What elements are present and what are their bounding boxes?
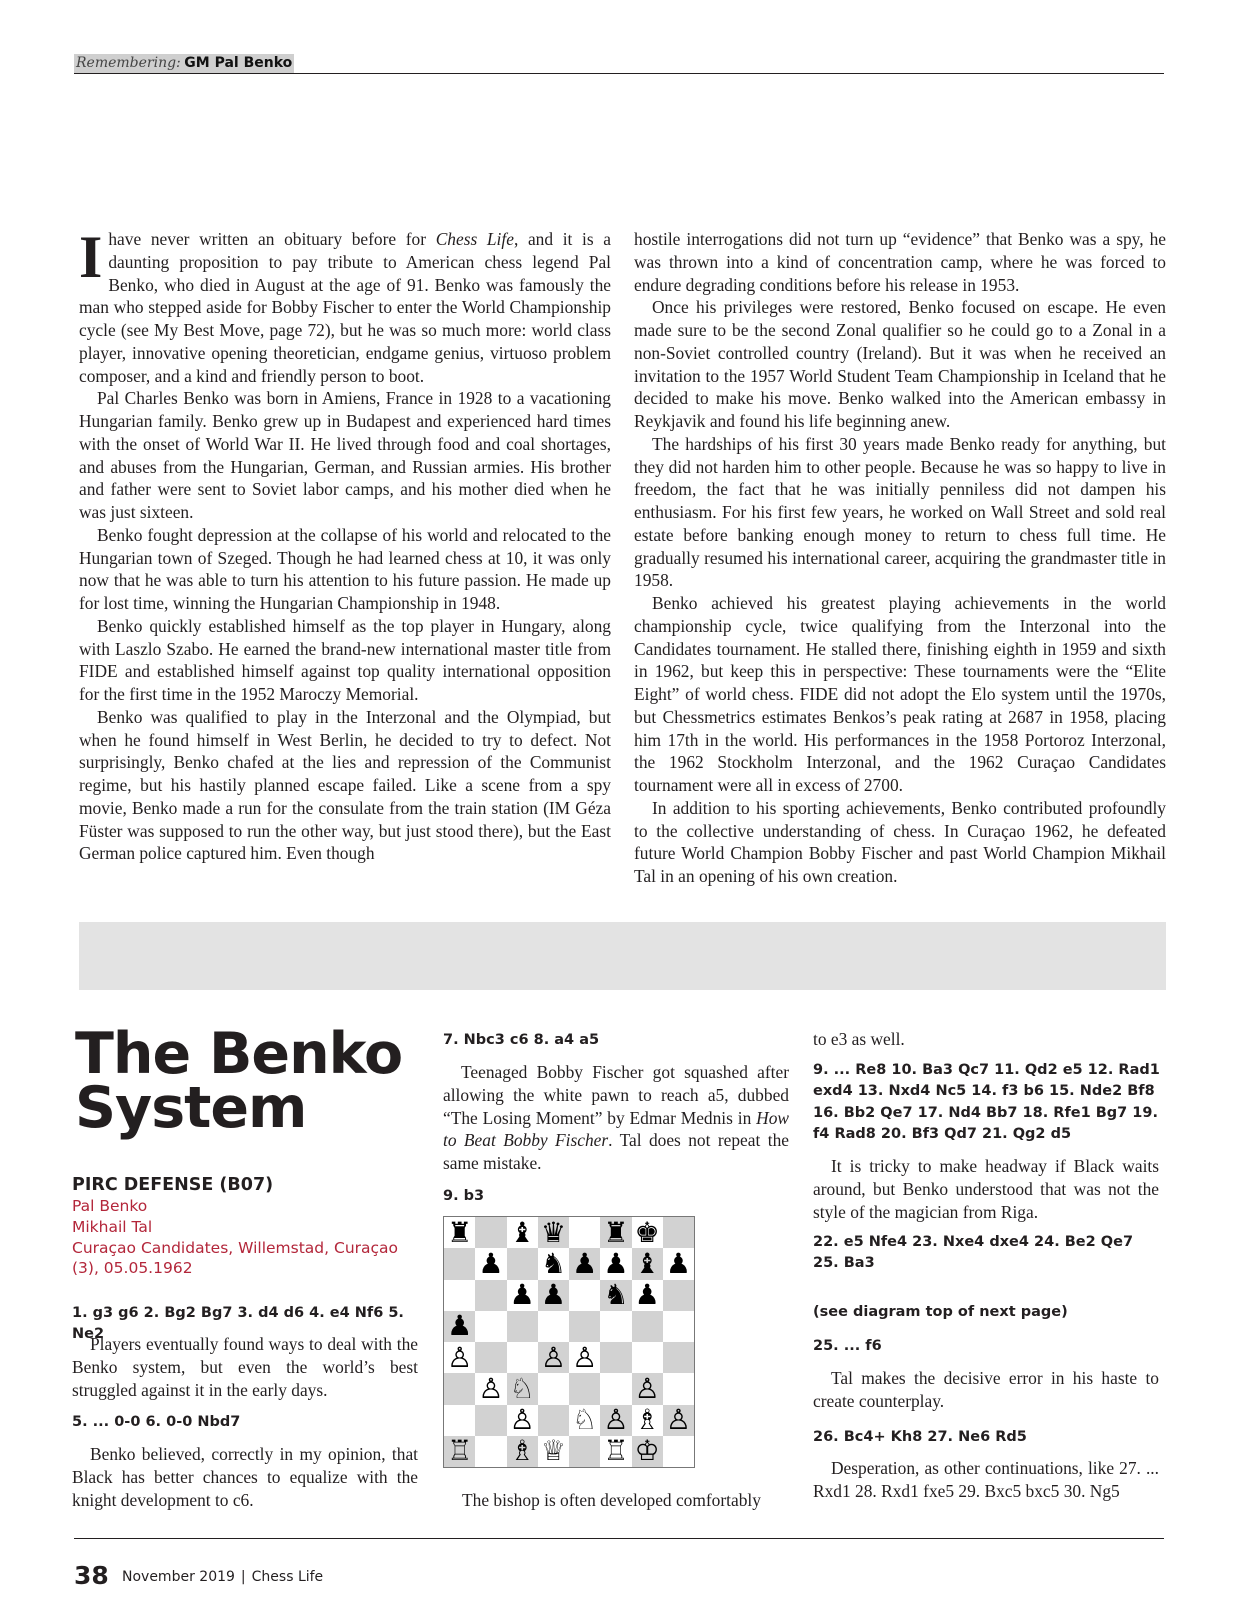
article-paragraph: Once his privileges were restored, Benko focused on escape. He even made sure to be the second Zonal qualifier so he could go to a Zonal in a non-Soviet controlled country (Ireland). But it was when he received an invitation to the 1957 World Student Team Championship in Iceland that he decided to make his move. Benko walked into the American embassy in Reykjavik and found his life beginning anew.: [634, 297, 1166, 431]
chess-piece: ♗: [509, 1434, 535, 1468]
board-square-d3: [538, 1373, 569, 1404]
chess-piece: ♙: [478, 1371, 504, 1405]
chess-piece: ♜: [603, 1215, 629, 1249]
board-square-a6: [444, 1280, 475, 1311]
chess-piece: ♙: [540, 1340, 566, 1374]
chess-piece: ♞: [603, 1278, 629, 1312]
board-square-h7: [663, 1248, 694, 1279]
top-rule: [74, 73, 1164, 74]
board-square-d2: [538, 1405, 569, 1436]
chess-piece: ♝: [509, 1215, 535, 1249]
article-paragraph: hostile interrogations did not turn up “evidence” that Benko was a spy, he was thrown into a kind of concentration camp, where he was forced to endure degrading conditions before his release in 1953.: [634, 229, 1166, 295]
game-moves: 25. ... f6: [813, 1338, 882, 1354]
chess-piece: ♘: [572, 1403, 598, 1437]
board-square-e3: [569, 1373, 600, 1404]
board-square-f1: [600, 1436, 631, 1467]
article-paragraph: Benko was qualified to play in the Interzonal and the Olympiad, but when he found himself in West Berlin, he decided to try to defect. Not surprisingly, Benko chafed at the lies and repression of the Communist regime, but his hastily planned escape failed. Like a scene from a spy movie, Benko made a run for the consulate from the train station (IM Géza Füster was supposed to run the other way, but just stood there), but the East German police captured him. Even though: [79, 706, 611, 864]
magazine-title: Chess Life: [251, 1569, 324, 1585]
chess-piece: ♜: [447, 1215, 473, 1249]
annotation-text: [443, 1061, 789, 1175]
board-square-f3: [600, 1373, 631, 1404]
board-square-b6: [475, 1280, 506, 1311]
chess-diagram: [443, 1216, 695, 1468]
article-paragraph: The hardships of his first 30 years made Benko ready for anything, but they did not harden him to other people. Because he was so happy to live in freedom, the fact that he was initially penniless did not dampen his enthusiasm. For his first few years, he worked on Wall Street and sold real estate before banking enough money to return to chess full time. He gradually resumed his international career, acquiring the grandmaster title in 1958.: [634, 433, 1166, 591]
white-player: Pal Benko: [72, 1197, 148, 1215]
board-square-f4: [600, 1342, 631, 1373]
chess-piece: ♙: [634, 1371, 660, 1405]
board-square-c1: [507, 1436, 538, 1467]
board-square-a2: [444, 1405, 475, 1436]
board-square-f2: [600, 1405, 631, 1436]
chess-piece: ♟: [478, 1246, 504, 1280]
chess-piece: ♖: [447, 1434, 473, 1468]
opening-name: PIRC DEFENSE (B07): [72, 1175, 274, 1195]
event-round-date: (3), 05.05.1962: [72, 1259, 193, 1278]
article-paragraph: Benko achieved his greatest playing achievements in the world championship cycle, twice qualifying from the Interzonal into the Candidates tournament. He stalled there, finishing eighth in 1959 and sixth in 1962, but keep this in perspective: These tournaments were the “Elite Eight” of world chess. FIDE did not adopt the Elo system until the 1970s, but Chessmetrics estimates Benkos’s peak rating at 2687 in 1958, placing him 17th in the world. His performances in the 1958 Portoroz Interzonal, the 1962 Stockholm Interzonal, and the 1962 Curaçao Candidates tournament were all in excess of 2700.: [634, 593, 1166, 795]
board-square-b7: [475, 1248, 506, 1279]
game-moves: 22. e5 Nfe4 23. Nxe4 dxe4 24. Be2 Qe7 25. Ba3: [813, 1234, 1134, 1272]
board-square-b1: [475, 1436, 506, 1467]
section-divider-bar: [79, 922, 1166, 990]
article-paragraph: Benko fought depression at the collapse of his world and relocated to the Hungarian town of Szeged. Though he had learned chess at 10, it was only now that he was able to turn his attention to his future passion. He made up for lost time, winning the Hungarian Championship in 1948.: [79, 524, 611, 613]
drop-cap: I: [79, 224, 103, 290]
chess-piece: ♙: [572, 1340, 598, 1374]
chess-piece: ♛: [540, 1215, 566, 1249]
board-square-c3: [507, 1373, 538, 1404]
board-square-e8: [569, 1217, 600, 1248]
game-moves: 7. Nbc3 c6 8. a4 a5: [443, 1032, 600, 1048]
board-square-c7: [507, 1248, 538, 1279]
game-moves: 1. g3 g6 2. Bg2 Bg7 3. d4 d6 4. e4 Nf6 5. Ne2: [72, 1305, 404, 1343]
chess-piece: ♝: [634, 1246, 660, 1280]
annotation-text: Players eventually found ways to deal with the Benko system, but even the world’s best struggled against it in the early days.: [72, 1334, 418, 1400]
board-square-c5: [507, 1311, 538, 1342]
board-square-h4: [663, 1342, 694, 1373]
board-square-g4: [632, 1342, 663, 1373]
page-number: 38: [74, 1561, 109, 1590]
chess-piece: ♟: [665, 1246, 691, 1280]
board-square-c4: [507, 1342, 538, 1373]
chess-piece: ♟: [603, 1246, 629, 1280]
annotation-text-part: . Tal does not repeat the same mistake.: [443, 1130, 789, 1173]
chess-piece: ♚: [634, 1215, 660, 1249]
chess-piece: ♗: [634, 1403, 660, 1437]
board-square-f6: [600, 1280, 631, 1311]
article-column-1: [79, 224, 611, 865]
board-square-a1: [444, 1436, 475, 1467]
book-title: How to Beat Bobby Fischer: [443, 1107, 789, 1151]
article-paragraph: Benko quickly established himself as the top player in Hungary, along with Laszlo Szabo. He earned the brand-new international master title from FIDE and established himself against top quality international opposition for the first time in the 1952 Maroczy Memorial.: [79, 615, 611, 704]
game-moves: 9. b3: [443, 1188, 485, 1204]
chess-piece: ♕: [540, 1434, 566, 1468]
running-head-title: GM Pal Benko: [184, 55, 293, 71]
board-square-h5: [663, 1311, 694, 1342]
chess-piece: ♔: [634, 1434, 660, 1468]
board-square-e2: [569, 1405, 600, 1436]
board-square-b2: [475, 1405, 506, 1436]
board-square-g6: [632, 1280, 663, 1311]
section-title: [75, 1021, 415, 1141]
bottom-rule: [74, 1538, 1164, 1539]
board-square-g2: [632, 1405, 663, 1436]
board-square-f8: [600, 1217, 631, 1248]
folio-separator: |: [240, 1569, 246, 1585]
chess-piece: ♟: [447, 1309, 473, 1343]
event-name: Curaçao Candidates, Willemstad, Curaçao: [72, 1238, 399, 1257]
section-title-line: System: [75, 1075, 307, 1141]
board-square-e4: [569, 1342, 600, 1373]
board-square-b4: [475, 1342, 506, 1373]
board-square-e1: [569, 1436, 600, 1467]
chess-piece: ♟: [540, 1278, 566, 1312]
board-square-d5: [538, 1311, 569, 1342]
article-paragraph: In addition to his sporting achievements, Benko contributed profoundly to the collective understanding of chess. In Curaçao 1962, he defeated future World Champion Bobby Fischer and past World Champion Mikhail Tal in an opening of his own creation.: [634, 797, 1166, 886]
article-column-2: [634, 228, 1166, 888]
chess-piece: ♟: [572, 1246, 598, 1280]
board-square-a3: [444, 1373, 475, 1404]
board-square-e6: [569, 1280, 600, 1311]
chess-piece: ♟: [509, 1278, 535, 1312]
para-text: have never written an obituary before for Chess Life, and it is a daunting proposition to pay tribute to American chess legend Pal Benko, who died in August at the age of 91. Benko was famously the man who stepped aside for Bobby Fischer to enter the World Championship cycle (see My Best Move, page 72), but he was so much more: world class player, innovative opening theoretician, endgame genius, virtuoso problem composer, and a kind and friendly person to boot.: [79, 229, 611, 386]
board-square-b8: [475, 1217, 506, 1248]
board-square-g7: [632, 1248, 663, 1279]
board-square-h6: [663, 1280, 694, 1311]
diagram-reference-note: (see diagram top of next page): [813, 1304, 1068, 1320]
black-player: Mikhail Tal: [72, 1217, 153, 1236]
board-square-h2: [663, 1405, 694, 1436]
game-moves: 5. ... 0-0 6. 0-0 Nbd7: [72, 1414, 241, 1430]
board-square-e7: [569, 1248, 600, 1279]
folio: [122, 1568, 323, 1586]
board-square-a8: [444, 1217, 475, 1248]
issue-date: November 2019: [122, 1569, 235, 1585]
board-square-e5: [569, 1311, 600, 1342]
board-square-a5: [444, 1311, 475, 1342]
annotation-text: Tal makes the decisive error in his haste to create counterplay.: [813, 1368, 1159, 1411]
board-square-h1: [663, 1436, 694, 1467]
annotation-text: Benko believed, correctly in my opinion, that Black has better chances to equalize with the knight development to c6.: [72, 1444, 418, 1510]
chess-piece: ♙: [665, 1403, 691, 1437]
board-square-g1: [632, 1436, 663, 1467]
board-square-a7: [444, 1248, 475, 1279]
board-square-h3: [663, 1373, 694, 1404]
board-square-b5: [475, 1311, 506, 1342]
game-moves: 26. Bc4+ Kh8 27. Ne6 Rd5: [813, 1429, 1027, 1445]
article-paragraph: Pal Charles Benko was born in Amiens, France in 1928 to a vacationing Hungarian family. Benko grew up in Budapest and experienced hard times with the onset of World War II. He lived through food and coal shortages, and abuses from the Hungarian, German, and Russian armies. His brother and father were sent to Soviet labor camps, and his mother died when he was just sixteen.: [79, 388, 611, 522]
annotation-text: to e3 as well.: [813, 1029, 905, 1049]
board-square-a4: [444, 1342, 475, 1373]
board-square-g3: [632, 1373, 663, 1404]
board-square-f5: [600, 1311, 631, 1342]
board-square-c6: [507, 1280, 538, 1311]
board-square-c2: [507, 1405, 538, 1436]
chess-piece: ♟: [634, 1278, 660, 1312]
annotation-text: Desperation, as other continuations, like 27. ... Rxd1 28. Rxd1 fxe5 29. Bxc5 bxc5 30. Ng5: [813, 1458, 1159, 1501]
chess-piece: ♙: [509, 1403, 535, 1437]
board-square-d1: [538, 1436, 569, 1467]
board-square-d7: [538, 1248, 569, 1279]
section-title-line: The Benko: [75, 1021, 403, 1087]
board-square-b3: [475, 1373, 506, 1404]
annotation-text: It is tricky to make headway if Black waits around, but Benko understood that was not the style of the magician from Riga.: [813, 1156, 1159, 1222]
annotation-text-part: Teenaged Bobby Fischer got squashed after allowing the white pawn to reach a5, dubbed “The Losing Moment” by Edmar Mednis in: [443, 1062, 789, 1128]
board-square-f7: [600, 1248, 631, 1279]
board-square-h8: [663, 1217, 694, 1248]
chess-piece: ♖: [603, 1434, 629, 1468]
magazine-name: Chess Life: [435, 229, 514, 249]
running-head-label: Remembering:: [76, 55, 181, 71]
board-square-d4: [538, 1342, 569, 1373]
board-square-g5: [632, 1311, 663, 1342]
chess-piece: ♙: [603, 1403, 629, 1437]
diagram-caption: The bishop is often developed comfortably: [462, 1490, 761, 1510]
board-square-c8: [507, 1217, 538, 1248]
game-info: [72, 1196, 422, 1279]
chess-piece: ♙: [447, 1340, 473, 1374]
board-square-g8: [632, 1217, 663, 1248]
chess-piece: ♘: [509, 1371, 535, 1405]
board-square-d8: [538, 1217, 569, 1248]
article-paragraph: [79, 224, 611, 387]
game-moves: 9. ... Re8 10. Ba3 Qc7 11. Qd2 e5 12. Rad1 exd4 13. Nxd4 Nc5 14. f3 b6 15. Nde2 Bf8 16. Bb2 Qe7 17. Nd4 Bb7 18. Rfe1 Bg7 19. f4 Rad8 20. Bf3 Qd7 21. Qg2 d5: [813, 1062, 1160, 1143]
board-square-d6: [538, 1280, 569, 1311]
chess-piece: ♞: [540, 1246, 566, 1280]
running-head: [74, 54, 294, 73]
